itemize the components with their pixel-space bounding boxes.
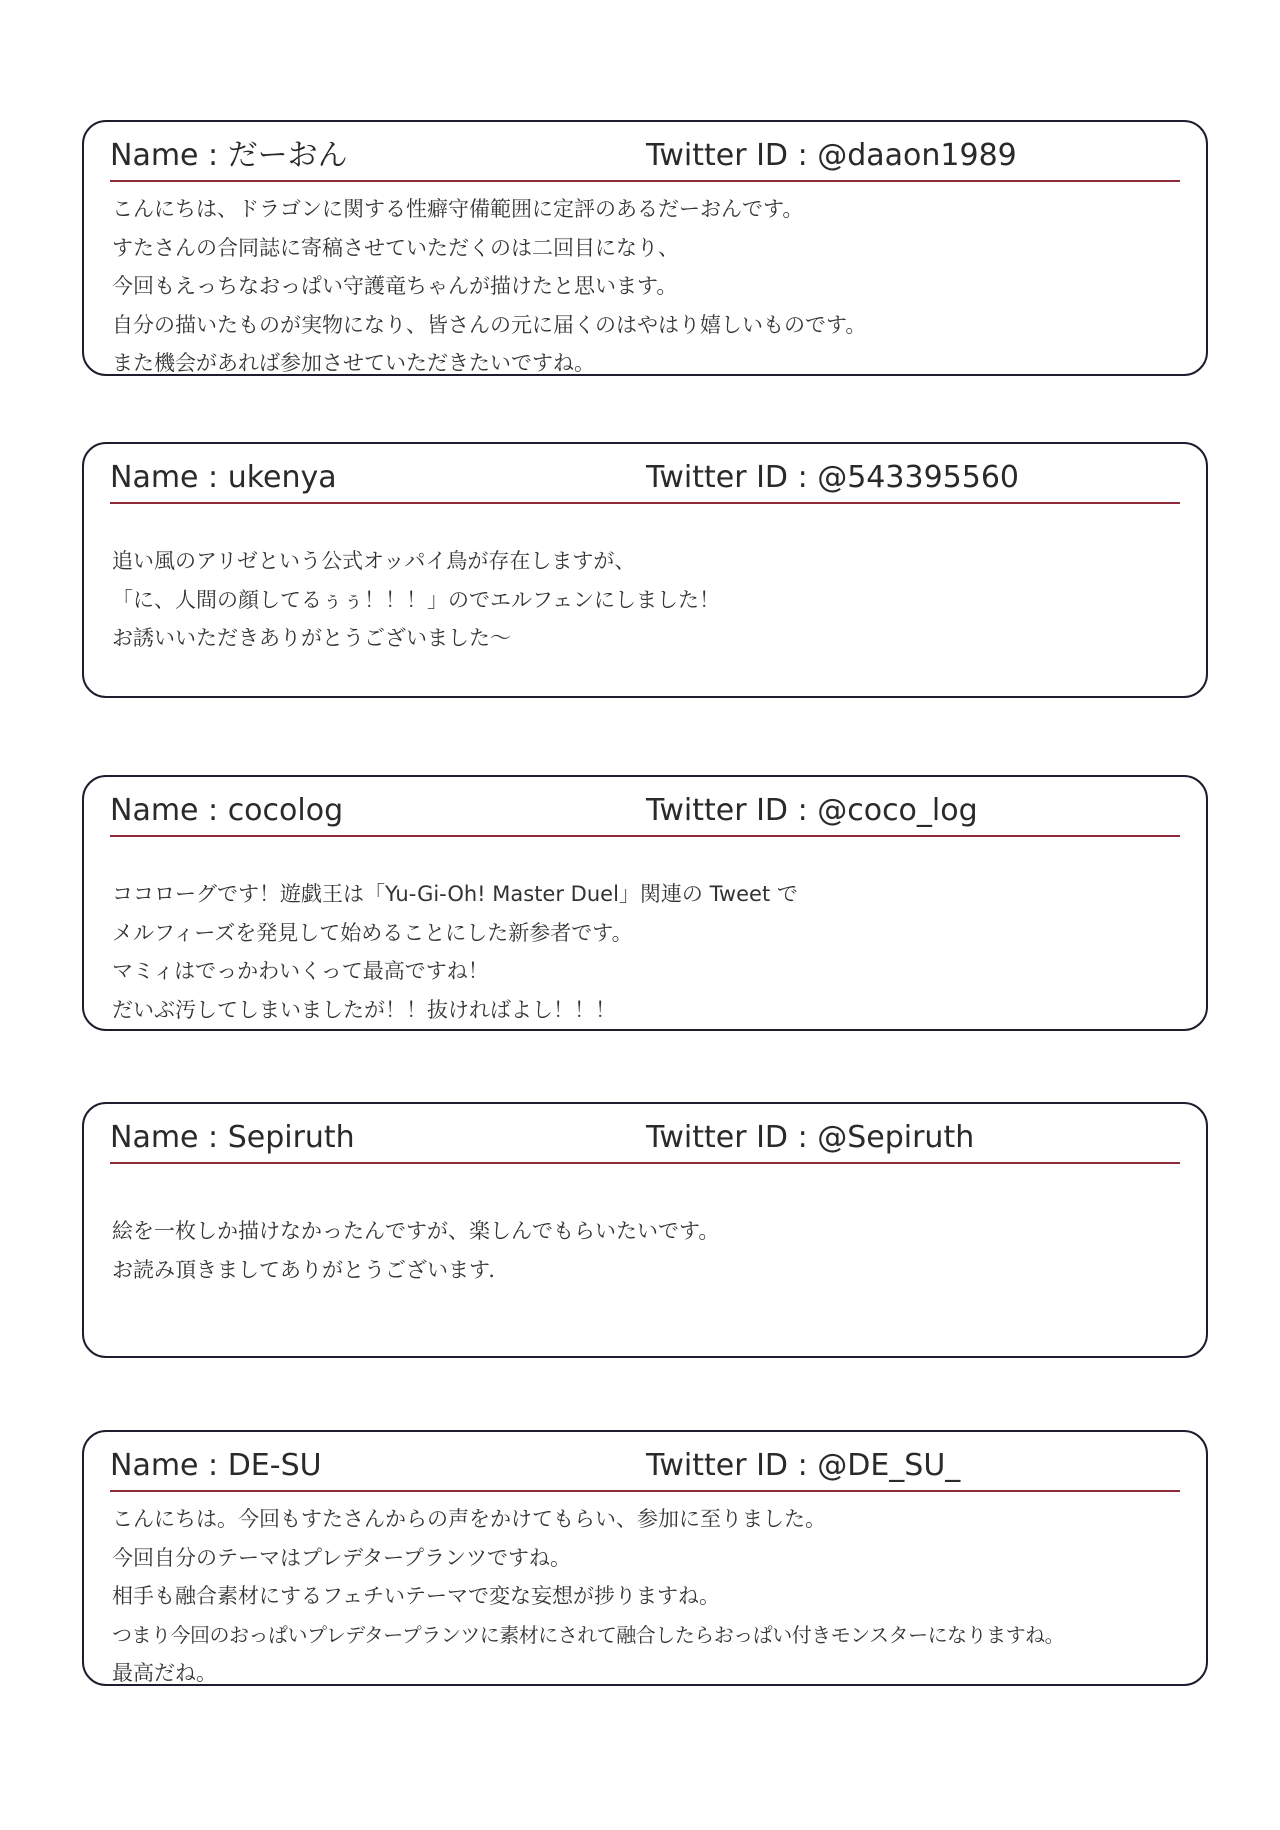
- comment-line: 追い風のアリゼという公式オッパイ鳥が存在しますが、: [112, 549, 636, 573]
- comment-line: 最高だね。: [112, 1661, 217, 1685]
- comment-line: 今回自分のテーマはプレデタープランツですね。: [112, 1545, 572, 1570]
- comment-line: お読み頂きましてありがとうございます．: [112, 1257, 510, 1282]
- profile-name: Sepiruth: [227, 1120, 355, 1155]
- comment-line: つまり今回のおっぱいプレデタープランツに素材にされて融合したらおっぱい付きモンスターになりますね。: [112, 1622, 1065, 1647]
- name-label: Name : だーおん: [110, 138, 348, 173]
- name-label: Name : Sepiruth: [110, 1120, 355, 1155]
- twitter-label: Twitter ID : @543395560: [646, 460, 1020, 495]
- profile-name: DE-SU: [227, 1448, 322, 1483]
- twitter-id: @daaon1989: [817, 138, 1017, 173]
- profile-name: ukenya: [227, 460, 337, 495]
- profile-comment: [112, 1500, 1196, 1693]
- twitter-label: Twitter ID : @coco_log: [646, 793, 978, 828]
- comment-line: だいぶ汚してしまいましたが！！抜ければよし！！！: [112, 997, 616, 1022]
- profile-comment: [112, 542, 1196, 658]
- twitter-id: @Sepiruth: [817, 1120, 975, 1155]
- profile-header: [110, 787, 1180, 837]
- twitter-label: Twitter ID : @daaon1989: [646, 138, 1017, 173]
- name-label: Name : cocolog: [110, 793, 344, 828]
- profile-card-cocolog: [82, 775, 1208, 1031]
- twitter-id: @coco_log: [817, 793, 978, 828]
- comment-line: 「に、人間の顔してるぅぅ！！！」のでエルフェンにしました！: [112, 587, 720, 612]
- profile-card-ukenya: [82, 442, 1208, 698]
- comment-line: ココローグです！遊戯王は「Yu-Gi-Oh! Master Duel」関連の Tweet で: [112, 882, 798, 906]
- comment-line: こんにちは。今回もすたさんからの声をかけてもらい、参加に至りました。: [112, 1507, 826, 1531]
- profile-name: cocolog: [227, 793, 344, 828]
- profile-name: だーおん: [227, 138, 348, 173]
- comment-line: 相手も融合素材にするフェチいテーマで変な妄想が捗りますね。: [112, 1584, 720, 1608]
- profile-comment: [112, 1212, 1196, 1289]
- profile-comment: [112, 190, 1196, 383]
- profile-header: [110, 1442, 1180, 1492]
- comment-line: こんにちは、ドラゴンに関する性癖守備範囲に定評のあるだーおんです。: [112, 197, 804, 221]
- comment-line: 絵を一枚しか描けなかったんですが、楽しんでもらいたいです。: [112, 1219, 720, 1243]
- profile-header: [110, 1114, 1180, 1164]
- comment-line: 自分の描いたものが実物になり、皆さんの元に届くのはやはり嬉しいものです。: [112, 312, 867, 337]
- twitter-label: Twitter ID : @Sepiruth: [646, 1120, 975, 1155]
- profile-card-daaon: [82, 120, 1208, 376]
- profile-comment: [112, 875, 1196, 1029]
- comment-line: すたさんの合同誌に寄稿させていただくのは二回目になり、: [112, 235, 679, 260]
- twitter-label: Twitter ID : @DE_SU_: [646, 1448, 961, 1483]
- comment-line: また機会があれば参加させていただきたいですね。: [112, 351, 595, 375]
- profile-header: [110, 132, 1180, 182]
- comment-line: マミィはでっかわいくって最高ですね！: [112, 959, 489, 983]
- name-label: Name : ukenya: [110, 460, 337, 495]
- comment-line: メルフィーズを発見して始めることにした新参者です。: [112, 920, 633, 945]
- comment-line: 今回もえっちなおっぱい守護竜ちゃんが描けたと思います。: [112, 274, 678, 298]
- twitter-id: @DE_SU_: [817, 1448, 961, 1483]
- profile-header: [110, 454, 1180, 504]
- comment-line: お誘いいただきありがとうございました〜: [112, 626, 511, 650]
- name-label: Name : DE-SU: [110, 1448, 322, 1483]
- profile-card-sepiruth: [82, 1102, 1208, 1358]
- twitter-id: @543395560: [817, 460, 1020, 495]
- profile-card-de-su: [82, 1430, 1208, 1686]
